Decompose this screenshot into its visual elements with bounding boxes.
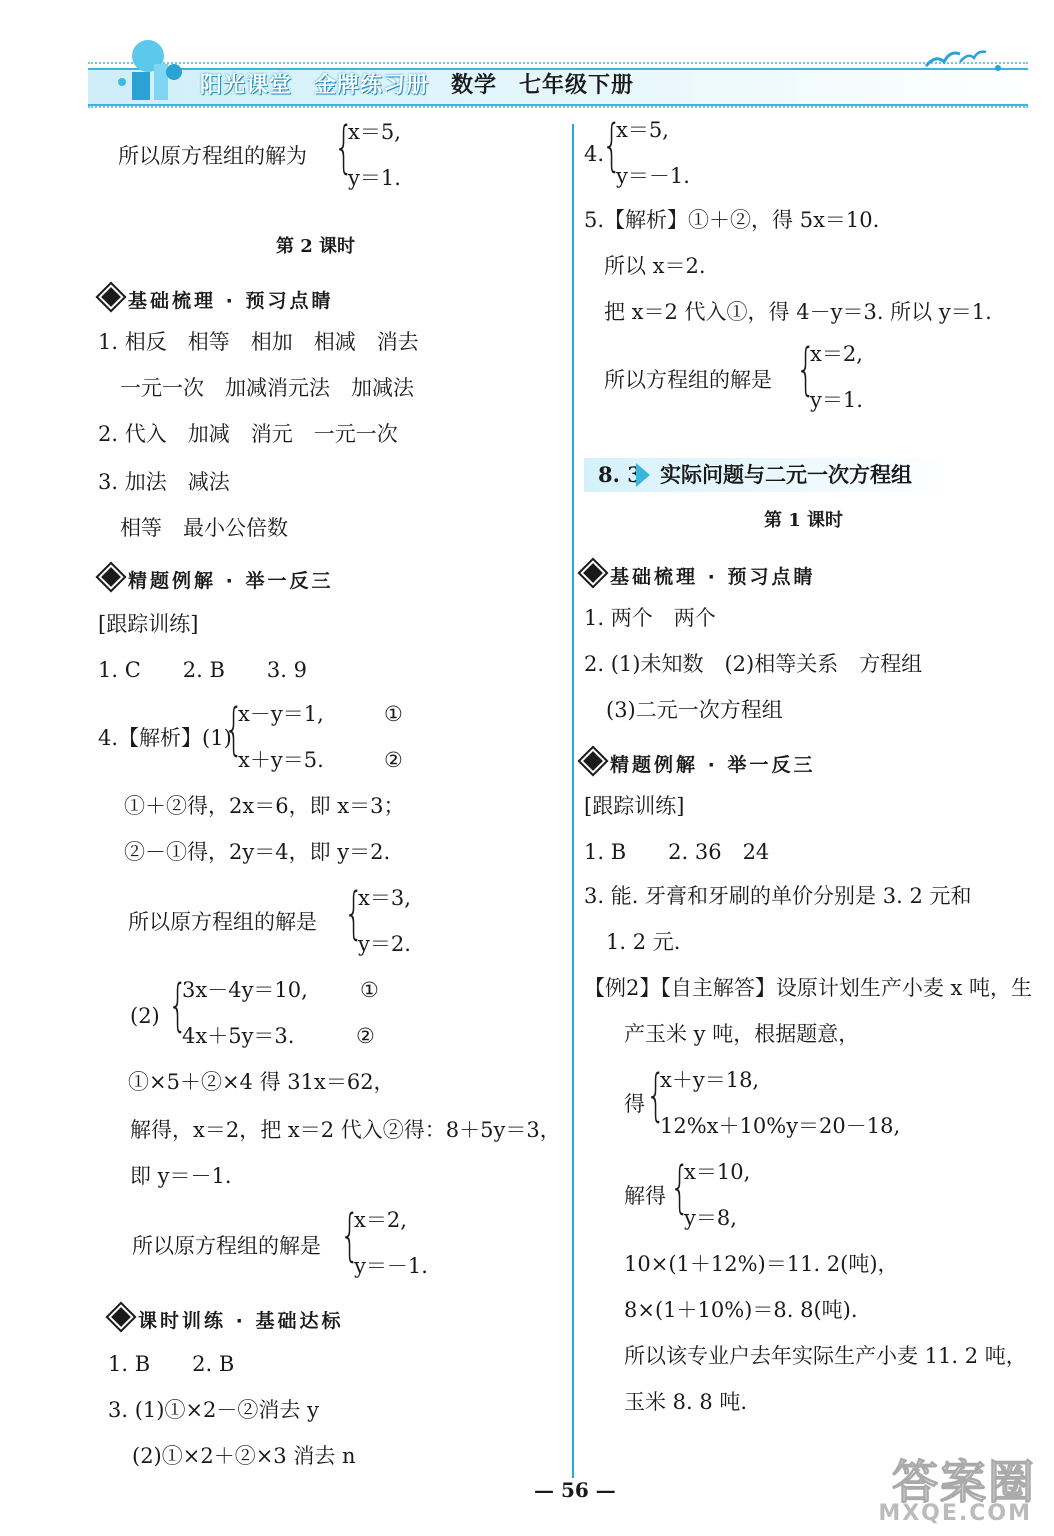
answer-line: 5.【解析】①＋②，得 5x＝10. (584, 208, 880, 232)
header-title (200, 68, 634, 99)
birds-icon (920, 40, 1010, 80)
answer-line: 3. 加法 减法 (98, 470, 230, 494)
equation: y＝8, (684, 1206, 737, 1230)
equation: x＝10, (684, 1160, 751, 1184)
equation: 4x＋5y＝3. (182, 1024, 295, 1048)
step: ①＋②得，2x＝6，即 x＝3； (124, 794, 405, 818)
answer-line: 1. B 2. 36 24 (584, 840, 770, 864)
answer-line: 相等 最小公倍数 (120, 516, 288, 540)
equation: x＝2, (810, 342, 863, 366)
page-header (88, 60, 1028, 102)
step: 所以该专业户去年实际生产小麦 11. 2 吨， (624, 1344, 1027, 1368)
equation: y＝1. (810, 388, 863, 412)
diamond-icon (108, 1304, 133, 1329)
question-label: 4.【解析】(1) (98, 726, 232, 750)
equation: x＝3, (358, 886, 411, 910)
example-line: 产玉米 y 吨，根据题意， (624, 1022, 860, 1046)
step: 所以 x＝2. (604, 254, 706, 278)
series-name: 阳光课堂 (200, 72, 293, 98)
step: ①×5＋②×4 得 31x＝62， (128, 1070, 395, 1094)
solution-text: 所以原方程组的解是 (128, 910, 317, 934)
answer-line: 1. 相反 相等 相加 相减 消去 (98, 330, 419, 354)
brace: { (340, 1203, 360, 1268)
diamond-icon (580, 748, 605, 773)
equation: x＋y＝18, (660, 1068, 760, 1092)
header-dotted-line (88, 62, 1028, 64)
page-number: — 56 — (534, 1478, 616, 1502)
equation: x－y＝1, (238, 702, 324, 726)
brace: { (796, 337, 816, 402)
answer-line: 1. 2 元. (606, 930, 681, 954)
equation-number: ① (384, 702, 403, 726)
solution-text: 所以原方程组的解是 (132, 1234, 321, 1258)
answer-line: (3)二元一次方程组 (606, 698, 783, 722)
section-title: 实际问题与二元一次方程组 (660, 462, 912, 487)
diamond-icon (98, 284, 123, 309)
example-line: 【例2】【自主解答】设原计划生产小麦 x 吨，生 (584, 976, 1033, 1000)
equation: y＝－1. (354, 1254, 428, 1278)
equation: 3x－4y＝10, (182, 978, 308, 1002)
solution-text: 所以方程组的解是 (604, 368, 772, 392)
step: 即 y＝－1. (130, 1164, 232, 1188)
equation: x＋y＝5. (238, 748, 324, 772)
track-label: [跟踪训练] (584, 794, 685, 818)
section-heading: 精题例解 · 举一反三 (584, 750, 815, 777)
equation: 12%x＋10%y＝20－18, (660, 1114, 901, 1138)
section-heading: 基础梳理 · 预习点睛 (102, 286, 333, 313)
answer-line: 2. 代入 加减 消元 一元一次 (98, 422, 398, 446)
chevron-right-icon (636, 463, 650, 487)
step: 把 x＝2 代入①，得 4－y＝3. 所以 y＝1. (604, 300, 992, 324)
watermark-url: MXQE.COM (878, 1501, 1032, 1526)
subject: 数学 (451, 72, 498, 98)
answer-line: 一元一次 加减消元法 加减法 (120, 376, 414, 400)
track-label: [跟踪训练] (98, 612, 199, 636)
equation: y＝1. (348, 166, 401, 190)
header-dotted-line (88, 106, 1028, 108)
section-heading: 课时训练 · 基础达标 (112, 1306, 343, 1333)
section-heading: 基础梳理 · 预习点睛 (584, 562, 815, 589)
answer-line: 3. (1)①×2－②消去 y (108, 1398, 319, 1422)
series-name-2: 金牌练习册 (314, 72, 430, 98)
brace: { (646, 1063, 666, 1128)
equation-number: ② (356, 1024, 375, 1048)
watermark-text: 答案圈 (892, 1455, 1036, 1509)
step: 8×(1＋10%)＝8. 8(吨). (624, 1298, 858, 1322)
diamond-icon (98, 564, 123, 589)
answer-line: 3. 能. 牙膏和牙刷的单价分别是 3. 2 元和 (584, 884, 972, 908)
equation-number: ① (360, 978, 379, 1002)
answer-line: 2. (1)未知数 (2)相等关系 方程组 (584, 652, 923, 676)
brace: { (670, 1155, 690, 1220)
question-label: 4. (584, 142, 605, 166)
brace: { (334, 115, 354, 180)
lesson-title: 第 2 课时 (276, 236, 356, 257)
section-heading: 精题例解 · 举一反三 (102, 566, 333, 593)
equation: x＝2, (354, 1208, 407, 1232)
section-number: 8. 3 (598, 462, 642, 487)
grade: 七年级下册 (519, 72, 635, 98)
equation: x＝5, (348, 120, 401, 144)
answer-line: (2)①×2＋②×3 消去 n (132, 1444, 356, 1468)
answer-line: 1. 两个 两个 (584, 606, 716, 630)
solution-text: 所以原方程组的解为 (118, 144, 307, 168)
step: ②－①得，2y＝4，即 y＝2. (124, 840, 391, 864)
brace: { (602, 113, 622, 178)
solution-text: 得 (624, 1092, 645, 1116)
step: 解得，x＝2，把 x＝2 代入②得：8＋5y＝3， (130, 1118, 561, 1142)
step: 10×(1＋12%)＝11. 2(吨)， (624, 1252, 899, 1276)
brace: { (168, 973, 188, 1038)
answer-line: 1. C 2. B 3. 9 (98, 658, 307, 682)
brace: { (224, 697, 244, 762)
equation: y＝2. (358, 932, 411, 956)
question-label: (2) (130, 1004, 160, 1028)
brace: { (344, 881, 364, 946)
diamond-icon (580, 560, 605, 585)
equation-number: ② (384, 748, 403, 772)
lesson-title: 第 1 课时 (764, 510, 844, 531)
answer-line: 1. B 2. B (108, 1352, 235, 1376)
solution-text: 解得 (624, 1184, 666, 1208)
equation: y＝－1. (616, 164, 690, 188)
header-figure-icon (112, 34, 202, 104)
watermark (866, 1446, 1036, 1526)
equation: x＝5, (616, 118, 669, 142)
step: 玉米 8. 8 吨. (624, 1390, 748, 1414)
column-divider (572, 124, 574, 1478)
